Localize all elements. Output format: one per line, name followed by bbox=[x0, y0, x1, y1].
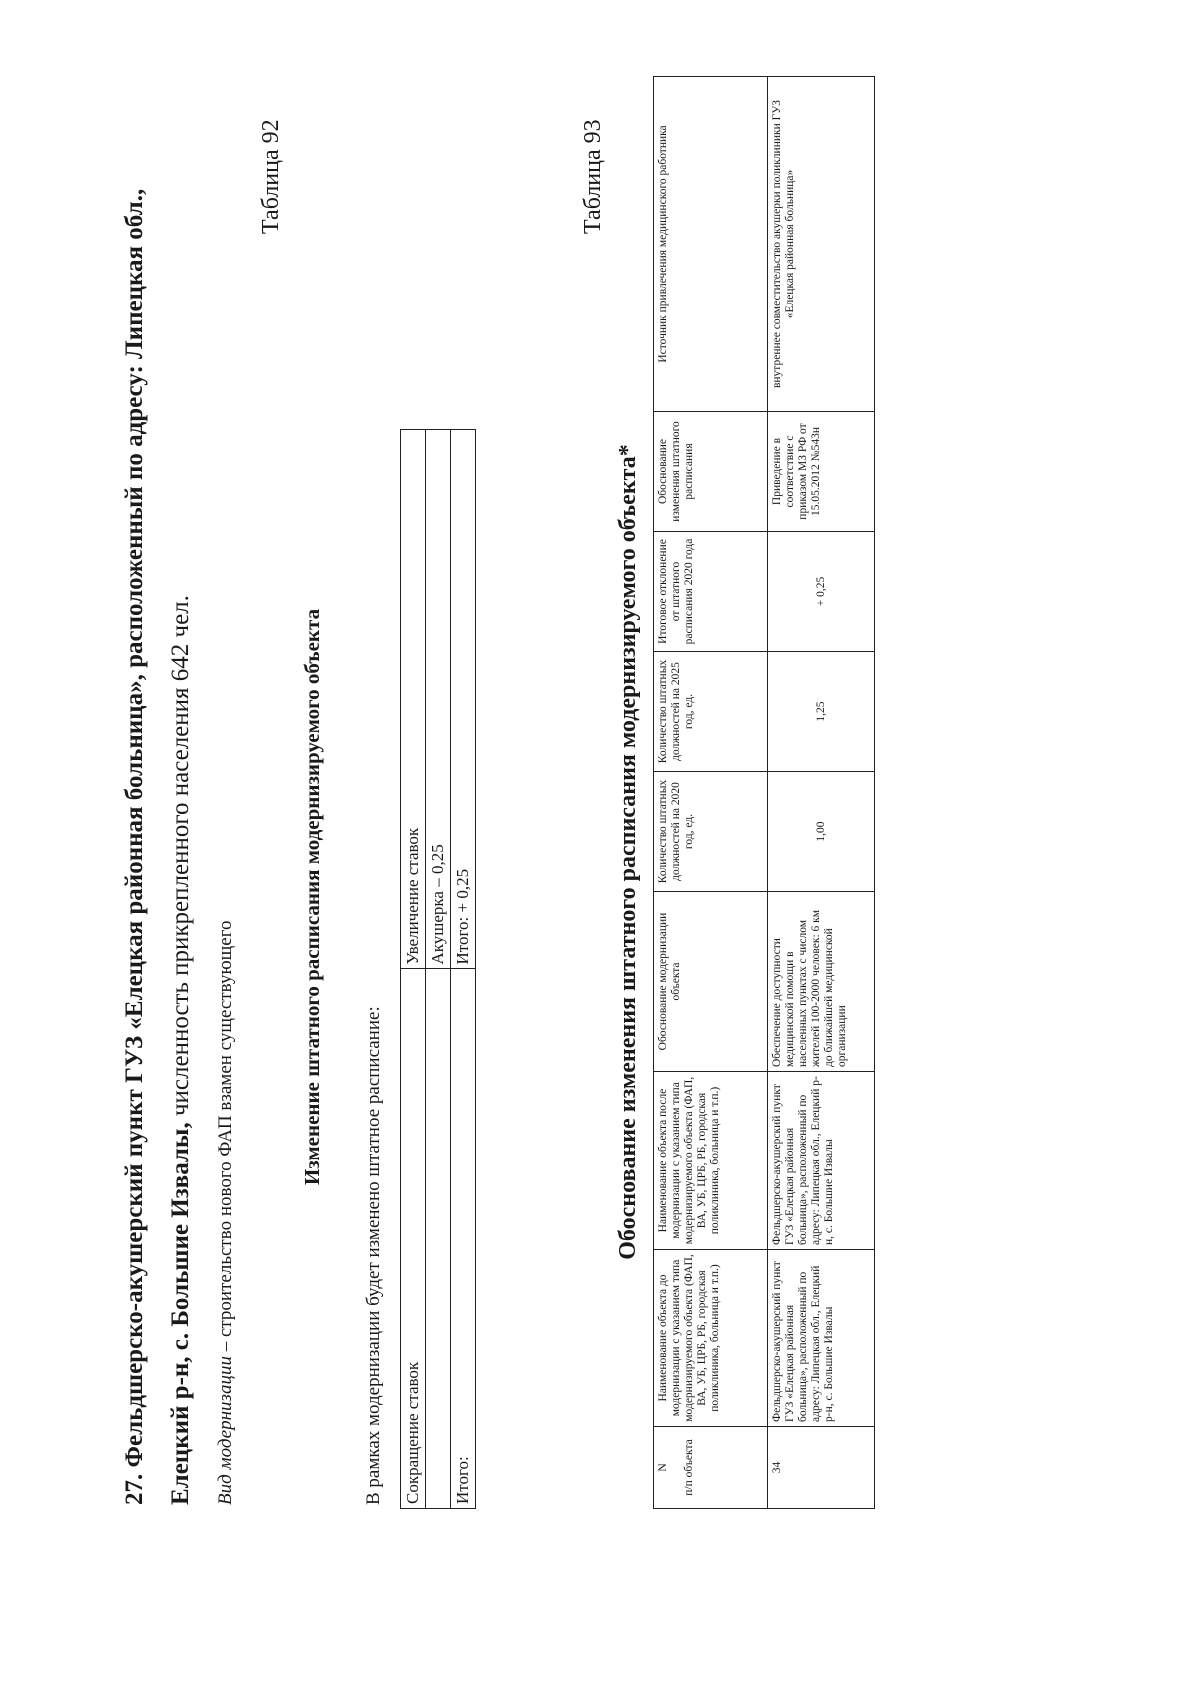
table92 bbox=[400, 429, 476, 1509]
table-row bbox=[426, 430, 451, 1509]
table93-header-object-before: Наименование объекта до модернизации с указанием типа модернизируемого объекта (ФАП, ВА, УБ, ЦРБ, РБ, городская поликлиника, больница и т.п.) bbox=[654, 1250, 768, 1427]
table93-cell-number: 34 bbox=[768, 1427, 875, 1509]
table93 bbox=[653, 76, 875, 1509]
table-header-row bbox=[654, 77, 768, 1509]
table92-total-label: Итого: bbox=[451, 969, 476, 1509]
table92-number: Таблица 92 bbox=[258, 119, 284, 234]
table93-header-staff-2025: Количество штатных должностей на 2025 год, ед. bbox=[654, 652, 768, 772]
heading-normal: численность прикрепленного населения 642 чел. bbox=[167, 595, 194, 1123]
table93-cell-staff-2025: 1,25 bbox=[768, 652, 875, 772]
table93-cell-staff-2020: 1,00 bbox=[768, 772, 875, 892]
table92-cell-empty bbox=[426, 969, 451, 1509]
heading-bold: 27. Фельдшерско-акушерский пункт ГУЗ «Елецкая районная больница», расположенный по адресу: Липецкая обл., Елецкий р-н, с. Большие Извалы, bbox=[121, 188, 194, 1505]
table-row bbox=[768, 77, 875, 1509]
table93-number: Таблица 93 bbox=[580, 119, 606, 234]
table93-header-justification: Обоснование модернизации объекта bbox=[654, 892, 768, 1072]
table93-header-number: N п/п объекта bbox=[654, 1427, 768, 1509]
table93-header-deviation: Итоговое отклонение от штатного расписания 2020 года bbox=[654, 532, 768, 652]
table92-total-value: Итого: + 0,25 bbox=[451, 430, 476, 970]
table-row bbox=[401, 430, 426, 1509]
modernization-type bbox=[215, 920, 237, 1505]
table93-cell-deviation: + 0,25 bbox=[768, 532, 875, 652]
table92-row-item: Акушерка – 0,25 bbox=[426, 430, 451, 970]
section-heading bbox=[112, 85, 204, 1505]
table93-cell-object-before: Фельдшерско-акушерский пункт ГУЗ «Елецкая районная больница», расположенный по адресу: Липецкая обл., Елецкий р-н, с. Большие Извалы bbox=[768, 1250, 875, 1427]
table93-header-object-after: Наименование объекта после модернизации с указанием типа модернизируемого объекта (ФАП, ВА, УБ, ЦРБ, РБ, городская поликлиника, больница и т.п.) bbox=[654, 1072, 768, 1250]
table93-cell-justification: Обеспечение доступности медицинской помощи в населенных пунктах с числом жителей 100-2000 человек: 6 км до ближайшей медицинской организации bbox=[768, 892, 875, 1072]
modernization-type-text: – строительство нового ФАП взамен существующего bbox=[215, 920, 236, 1357]
table93-title: Обоснование изменения штатного расписания модернизируемого объекта* bbox=[615, 444, 641, 1260]
table-row bbox=[451, 430, 476, 1509]
table92-intro: В рамках модернизации будет изменено штатное расписание: bbox=[363, 1006, 384, 1505]
table92-col-reduction: Сокращение ставок bbox=[401, 969, 426, 1509]
table93-cell-object-after: Фельдшерско-акушерский пункт ГУЗ «Елецкая районная больница», расположенный по адресу: Липецкая обл., Елецкий р-н, с. Большие Извалы bbox=[768, 1072, 875, 1250]
table93-cell-source: внутреннее совместительство акушерки поликлиники ГУЗ «Елецкая районная больница» bbox=[768, 77, 875, 412]
table92-title: Изменение штатного расписания модернизируемого объекта bbox=[300, 608, 324, 1186]
table93-header-staff-2020: Количество штатных должностей на 2020 год, ед. bbox=[654, 772, 768, 892]
table93-header-schedule-change: Обоснование изменения штатного расписания bbox=[654, 412, 768, 532]
table92-col-increase: Увеличение ставок bbox=[401, 430, 426, 970]
table93-header-source: Источник привлечения медицинского работника bbox=[654, 77, 768, 412]
table93-cell-schedule-change: Приведение в соответствие с приказом МЗ РФ от 15.05.2012 №543н bbox=[768, 412, 875, 532]
modernization-type-label: Вид модернизации bbox=[215, 1356, 236, 1505]
